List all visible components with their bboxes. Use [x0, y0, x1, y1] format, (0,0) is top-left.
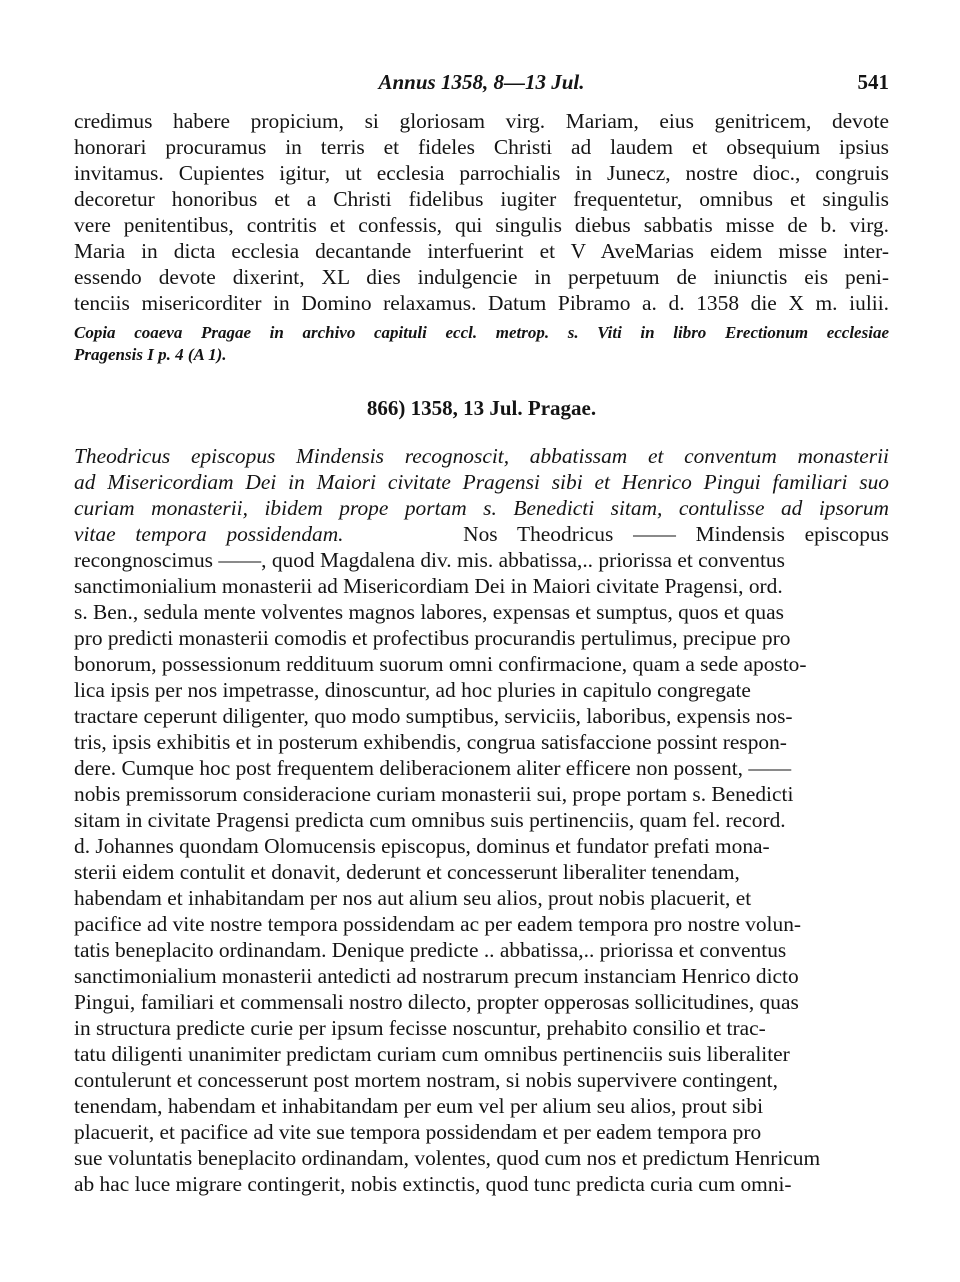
- text-line: lica ipsis per nos impetrasse, dinoscuntur, ad hoc pluries in capitulo congregate: [74, 678, 751, 702]
- text-line: invitamus. Cupientes igitur, ut ecclesia parrochialis in Junecz, nostre dioc., congruis: [74, 161, 889, 185]
- text-line: placuerit, et pacifice ad vite sue tempora possidendam et per eadem tempora pro: [74, 1120, 762, 1144]
- text-line: recongnoscimus ——, quod Magdalena div. mis. abbatissa,.. priorissa et conventus: [74, 548, 785, 572]
- text-line: sue voluntatis beneplacito ordinandam, volentes, quod cum nos et predictum Henricum: [74, 1146, 821, 1170]
- text-line: decoretur honoribus et a Christi fidelibus iugiter frequentetur, omnibus et singulis: [74, 187, 889, 211]
- text-line: Pingui, familiari et commensali nostro dilecto, propter opperosas sollicitudines, quas: [74, 990, 799, 1014]
- main-text-opening: Nos Theodricus —— Mindensis episcopus: [463, 522, 889, 546]
- text-line: honorari procuramus in terris et fideles Christi ad laudem et obsequium ipsius: [74, 135, 889, 159]
- regest-last-line: [74, 521, 889, 547]
- document-heading: 866) 1358, 13 Jul. Pragae.: [366, 396, 597, 420]
- document-page: [74, 64, 889, 1197]
- text-line: Maria in dicta ecclesia decantande interfuerint et V AveMarias eidem misse inter-: [74, 239, 889, 263]
- text-line: sanctimonialium monasterii antedicti ad nostrarum precum instanciam Henrico dicto: [74, 964, 799, 988]
- text-line: sitam in civitate Pragensi predicta cum omnibus suis pertinenciis, quam fel. record.: [74, 808, 786, 832]
- text-line: ab hac luce migrare contingerit, nobis extinctis, quod tunc predicta curia cum omni-: [74, 1172, 792, 1196]
- page-number: 541: [857, 70, 889, 94]
- main-text-paragraph: [74, 547, 889, 1197]
- text-line: contulerunt et concesserunt post mortem nostram, si nobis supervivere contingent,: [74, 1068, 778, 1092]
- text-line: pacifice ad vite nostre tempora possidendam ac per eadem tempora pro nostre volun-: [74, 912, 802, 936]
- regest-line-end: vitae tempora possidendam.: [74, 522, 344, 546]
- text-line: tatu diligenti unanimiter predictam curiam cum omnibus pertinenciis suis liberaliter: [74, 1042, 790, 1066]
- source-note-line: Pragensis I p. 4 (A 1).: [74, 345, 227, 364]
- running-header: [74, 64, 889, 108]
- text-line: d. Johannes quondam Olomucensis episcopus, dominus et fundator prefati mona-: [74, 834, 770, 858]
- text-line: pro predicti monasterii comodis et profectibus procurandis pertulimus, precipue pro: [74, 626, 791, 650]
- text-line: tenendam, habendam et inhabitandam per eum vel per alium seu alios, prout sibi: [74, 1094, 764, 1118]
- text-line: habendam et inhabitandam per nos aut alium seu alios, prout nobis placuerit, et: [74, 886, 752, 910]
- regest-line: Theodricus episcopus Mindensis recognoscit, abbatissam et conventum monasterii: [74, 444, 889, 468]
- text-line: nobis premissorum consideracione curiam monasterii sui, prope portam s. Benedicti: [74, 782, 794, 806]
- text-line: tatis beneplacito ordinandam. Denique predicte .. abbatissa,.. priorissa et conventus: [74, 938, 787, 962]
- regest-paragraph: [74, 443, 889, 547]
- text-line: tractare ceperunt diligenter, quo modo sumptibus, serviciis, laboribus, expensis nos-: [74, 704, 793, 728]
- text-line: tris, ipsis exhibitis et in posterum exhibendis, congrua satisfaccione possint respon-: [74, 730, 787, 754]
- regest-line: ad Misericordiam Dei in Maiori civitate Pragensi sibi et Henrico Pingui familiari suo: [74, 470, 889, 494]
- source-note-line: Copia coaeva Pragae in archivo capituli eccl. metrop. s. Viti in libro Erectionum ecclesiae: [74, 323, 889, 342]
- text-line: credimus habere propicium, si gloriosam virg. Mariam, eius genitricem, devote: [74, 109, 889, 133]
- continued-paragraph: [74, 108, 889, 316]
- text-line: sterii eidem contulit et donavit, dederunt et concesserunt liberaliter tenendam,: [74, 860, 740, 884]
- text-line: sanctimonialium monasterii ad Misericordiam Dei in Maiori civitate Pragensi, ord.: [74, 574, 783, 598]
- text-line: vere penitentibus, contritis et confessis, qui singulis diebus sabbatis misse de b. virg.: [74, 213, 889, 237]
- text-line: s. Ben., sedula mente volventes magnos labores, expensas et sumptus, quos et quas: [74, 600, 784, 624]
- source-note: [74, 322, 889, 366]
- regest-line: curiam monasterii, ibidem prope portam s. Benedicti sitam, contulisse ad ipsorum: [74, 496, 889, 520]
- text-line: bonorum, possessionum reddituum suorum omni confirmacione, quam a sede aposto-: [74, 652, 807, 676]
- running-title: Annus 1358, 8—13 Jul.: [378, 70, 585, 94]
- text-line: tenciis misericorditer in Domino relaxamus. Datum Pibramo a. d. 1358 die X m. iulii.: [74, 291, 889, 315]
- text-line: in structura predicte curie per ipsum fecisse noscuntur, prehabito consilio et trac-: [74, 1016, 766, 1040]
- text-line: essendo devote dixerint, XL dies indulgencie in perpetuum de iniunctis eis peni-: [74, 265, 889, 289]
- text-line: dere. Cumque hoc post frequentem deliberacionem aliter efficere non possent, ——: [74, 756, 792, 780]
